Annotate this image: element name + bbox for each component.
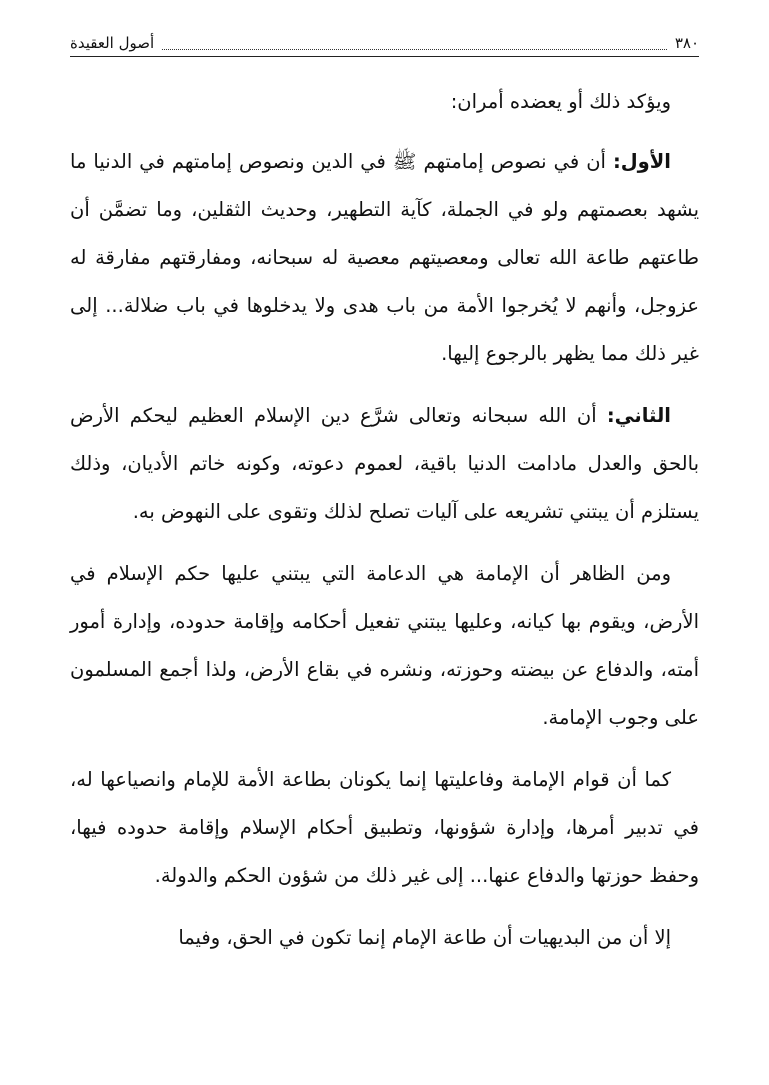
page-number: ٣٨٠ xyxy=(674,34,699,52)
running-header xyxy=(70,30,699,57)
paragraph-4: كما أن قوام الإمامة وفاعليتها إنما يكونان بطاعة الأمة للإمام وانصياعها له، في تدبير أمرها، وإدارة شؤونها، وتطبيق أحكام الإسلام وإقامة حدوده فيها، وحفظ حوزتها والدفاع عنها... إلى غير ذلك من شؤون الحكم والدولة. xyxy=(70,768,699,887)
header-leader-dots xyxy=(162,37,667,50)
first-point-text: أن في نصوص إمامتهم ﷺ في الدين ونصوص إمامتهم في الدنيا ما يشهد بعصمتهم ولو في الجملة، كآية التطهير، وحديث الثقلين، وما تضمَّن أن طاعتهم طاعة الله تعالى ومعصيتهم معصية له سبحانه، ومفارقتهم مفارقة له عزوجل، وأنهم لا يُخرجوا الأمة من باب هدى ولا يدخلوها في باب ضلالة... إلى غير ذلك مما يظهر بالرجوع إليها. xyxy=(70,150,699,365)
body-text xyxy=(70,78,699,976)
paragraph-3: ومن الظاهر أن الإمامة هي الدعامة التي يبتني عليها حكم الإسلام في الأرض، ويقوم بها كيانه، وعليها يبتني تفعيل أحكامه وإقامة حدوده، وإدارة أمور أمته، والدفاع عن بيضته وحوزته، ونشره في بقاع الأرض، ولذا أجمع المسلمون على وجوب الإمامة. xyxy=(70,562,699,729)
first-point-paragraph xyxy=(70,138,699,378)
second-point-text: أن الله سبحانه وتعالى شرَّع دين الإسلام العظيم ليحكم الأرض بالحق والعدل مادامت الدنيا باقية، لعموم دعوته، وكونه خاتم الأديان، وذلك يستلزم أن يبتني تشريعه على آليات تصلح لذلك وتقوى على النهوض به. xyxy=(70,404,699,523)
intro-paragraph: ويؤكد ذلك أو يعضده أمران: xyxy=(450,90,671,113)
book-title: أصول العقيدة xyxy=(70,34,155,52)
first-point-lead: الأول: xyxy=(612,150,671,173)
second-point-paragraph xyxy=(70,392,699,536)
second-point-lead: الثاني: xyxy=(606,404,671,427)
paragraph-5: إلا أن من البديهيات أن طاعة الإمام إنما تكون في الحق، وفيما xyxy=(178,926,671,949)
